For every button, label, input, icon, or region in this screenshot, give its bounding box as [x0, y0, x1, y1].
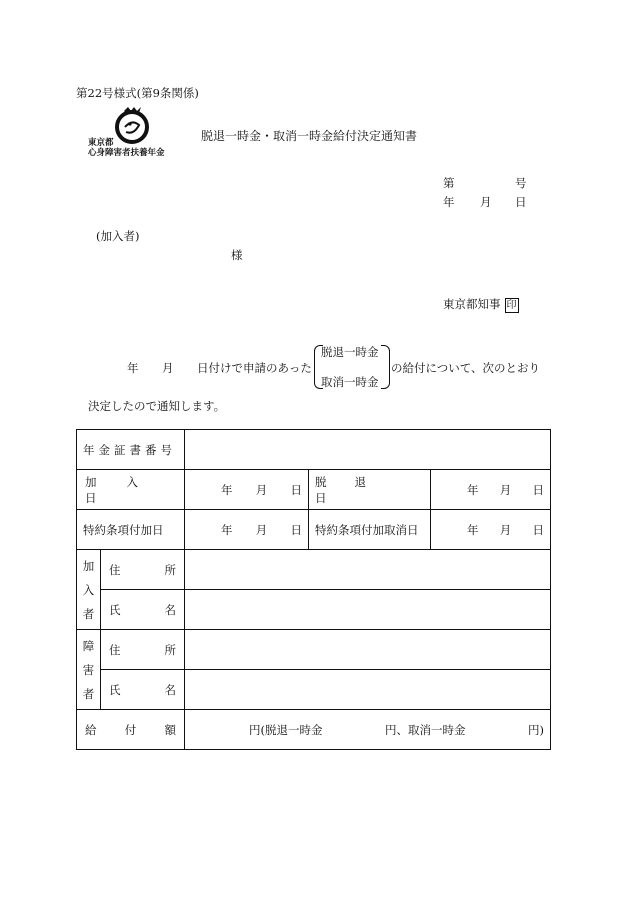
- disabled-name-label: 氏 名: [109, 682, 176, 697]
- table-row-member-address: [77, 550, 551, 590]
- body-text-after: の給付について、次のとおり: [391, 361, 541, 375]
- amount-mid: 円、取消一時金: [385, 722, 466, 737]
- body-month: 月: [162, 361, 174, 375]
- disabled-name-value: [185, 670, 551, 710]
- member-name-label: 氏 名: [109, 602, 176, 617]
- right-brace: [381, 345, 390, 389]
- logo-text-line2: 心身障害者扶養年金: [88, 148, 165, 158]
- member-address-label: 住 所: [109, 562, 176, 577]
- issuer-name: 東京都知事: [443, 297, 501, 311]
- withdraw-date-value: 年 月 日: [467, 482, 544, 497]
- addressee-label: (加入者): [96, 229, 140, 243]
- body-line2: 決定したので通知します。: [88, 399, 226, 413]
- doc-date-year: 年: [443, 195, 455, 209]
- amount-yen: 円(脱退一時金: [249, 722, 323, 737]
- addressee-sama: 様: [231, 248, 243, 262]
- disabled-address-value: [185, 630, 551, 670]
- body-text-before: 日付けで申請のあった: [197, 361, 312, 375]
- doc-number-dai: 第: [443, 176, 455, 190]
- cert-no-label: 年金証書番号: [83, 442, 176, 457]
- logo-text-line1: 東京都: [88, 138, 114, 148]
- table-row-special: [77, 510, 551, 550]
- table-row-cert-no: [77, 430, 551, 470]
- table-row-member-name: [77, 590, 551, 630]
- special-cancel-label: 特約条項付加取消日: [315, 522, 419, 537]
- seal-icon: 印: [506, 299, 517, 311]
- disabled-address-label: 住 所: [109, 642, 176, 657]
- member-group-label: 加 入 者: [77, 550, 101, 630]
- disabled-group-label: 障 害 者: [77, 630, 101, 710]
- issuer: [443, 296, 519, 313]
- amount-value: [185, 710, 551, 750]
- body-option1: 脱退一時金: [321, 345, 379, 359]
- amount-end: 円): [528, 722, 544, 737]
- member-name-value: [185, 590, 551, 630]
- body-option2: 取消一時金: [321, 375, 379, 389]
- doc-date-day: 日: [515, 195, 527, 209]
- table-row-disabled-name: [77, 670, 551, 710]
- cert-no-value: [185, 430, 551, 470]
- document-title: 脱退一時金・取消一時金給付決定通知書: [201, 129, 418, 143]
- special-add-label: 特約条項付加日: [83, 522, 164, 537]
- doc-date-month: 月: [480, 195, 492, 209]
- special-cancel-date-value: 年 月 日: [467, 522, 544, 537]
- doc-number-go: 号: [515, 176, 527, 190]
- decision-table: [76, 429, 551, 750]
- logo: [76, 105, 176, 160]
- table-row-join-date: [77, 470, 551, 510]
- special-add-date-value: 年 月 日: [221, 522, 302, 537]
- form-number: 第22号様式(第9条関係): [76, 86, 199, 100]
- member-address-value: [185, 550, 551, 590]
- table-row-disabled-address: [77, 630, 551, 670]
- join-date-label: 加入日: [85, 474, 168, 505]
- logo-mark-icon: [110, 105, 154, 145]
- join-date-value: 年 月 日: [221, 482, 302, 497]
- withdraw-label: 脱退日: [315, 474, 394, 505]
- body-year: 年: [127, 361, 139, 375]
- amount-label: 給 付 額: [85, 722, 176, 737]
- table-row-amount: [77, 710, 551, 750]
